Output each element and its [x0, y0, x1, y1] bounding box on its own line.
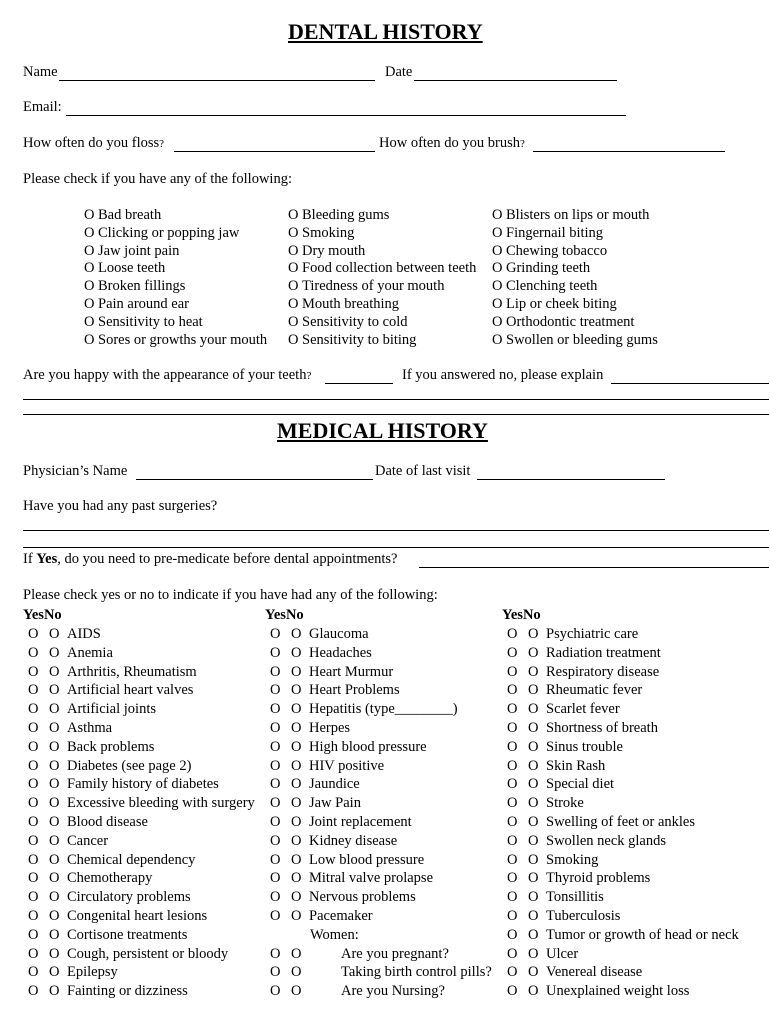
condition-label: Ulcer — [546, 945, 579, 962]
checkbox-marker[interactable]: O — [492, 260, 503, 277]
condition-label: Tumor or growth of head or neck — [546, 926, 739, 943]
no-checkbox[interactable]: O — [528, 945, 539, 962]
dental-condition-item — [84, 259, 165, 277]
checkbox-marker[interactable]: O — [288, 278, 299, 295]
no-checkbox[interactable]: O — [49, 663, 60, 680]
dental-condition-item — [288, 295, 399, 313]
no-checkbox[interactable]: O — [528, 832, 539, 849]
condition-label: Cancer — [67, 832, 109, 849]
condition-label: Blood disease — [67, 814, 148, 830]
checkbox-marker[interactable]: O — [492, 207, 503, 223]
no-checkbox[interactable]: O — [291, 870, 302, 887]
yes-checkbox[interactable]: O — [270, 682, 281, 699]
checkbox-marker[interactable]: O — [84, 296, 95, 312]
explain-label: If you answered no, please explain — [402, 367, 604, 383]
no-checkbox[interactable]: O — [291, 738, 302, 755]
no-checkbox[interactable]: O — [528, 738, 539, 755]
dental-condition-item — [84, 224, 239, 242]
yes-no-header-col1: YesNo — [23, 607, 62, 623]
dental-condition-item — [84, 313, 203, 331]
dental-condition-item — [288, 277, 444, 295]
condition-label: Clicking or popping jaw — [98, 224, 240, 241]
condition-label: Sores or growths your mouth — [98, 331, 268, 348]
no-checkbox[interactable]: O — [49, 720, 60, 736]
condition-label: Venereal disease — [546, 964, 643, 981]
yes-checkbox[interactable]: O — [507, 945, 518, 962]
yes-no-header-col2: YesNo — [265, 607, 304, 623]
checkbox-marker[interactable]: O — [492, 313, 503, 330]
no-checkbox[interactable]: O — [291, 682, 302, 699]
condition-label: Glaucoma — [309, 626, 369, 642]
no-checkbox[interactable]: O — [528, 757, 539, 774]
condition-label: Clenching teeth — [506, 278, 598, 295]
yes-checkbox[interactable]: O — [270, 720, 281, 736]
condition-label: Artificial joints — [67, 701, 156, 718]
explain-line-1[interactable] — [23, 399, 769, 400]
condition-label: Unexplained weight loss — [546, 983, 690, 1000]
condition-label: Nervous problems — [309, 889, 416, 906]
yes-checkbox[interactable]: O — [507, 889, 518, 906]
yes-checkbox[interactable]: O — [507, 757, 518, 774]
condition-label: Thyroid problems — [546, 870, 651, 887]
no-checkbox[interactable]: O — [528, 626, 539, 642]
no-checkbox[interactable]: O — [49, 983, 60, 1000]
condition-label: Cough, persistent or bloody — [67, 945, 229, 962]
no-checkbox[interactable]: O — [291, 908, 302, 924]
medical-check-prompt: Please check yes or no to indicate if you have had any of the following: — [23, 587, 438, 603]
yes-checkbox[interactable]: O — [270, 814, 281, 830]
condition-label: Broken fillings — [98, 278, 186, 295]
happy-field[interactable] — [325, 369, 393, 384]
condition-label: Kidney disease — [309, 832, 398, 849]
condition-label: Sinus trouble — [546, 738, 623, 755]
dental-condition-item — [84, 242, 179, 260]
no-checkbox[interactable]: O — [528, 663, 539, 680]
surgeries-line-1[interactable] — [23, 530, 769, 531]
no-checkbox[interactable]: O — [49, 795, 60, 812]
no-checkbox[interactable]: O — [49, 776, 60, 793]
no-checkbox[interactable]: O — [291, 964, 302, 981]
premedicate-label: If Yes, do you need to pre-medicate before dental appointments? — [23, 551, 398, 567]
last-visit-label: Date of last visit — [375, 463, 471, 479]
dental-condition-item — [492, 206, 649, 224]
no-checkbox[interactable]: O — [49, 644, 60, 661]
yes-checkbox[interactable]: O — [507, 738, 518, 755]
condition-label: Grinding teeth — [506, 260, 591, 277]
yes-checkbox[interactable]: O — [507, 795, 518, 812]
condition-label: Psychiatric care — [546, 626, 639, 642]
checkbox-marker[interactable]: O — [288, 296, 299, 312]
dental-condition-item — [84, 331, 267, 349]
condition-label: Anemia — [67, 644, 113, 661]
checkbox-marker[interactable]: O — [288, 242, 299, 259]
condition-label: Arthritis, Rheumatism — [67, 663, 197, 680]
dental-condition-item — [288, 242, 365, 260]
dental-condition-item — [492, 295, 617, 313]
yes-checkbox[interactable]: O — [28, 983, 39, 1000]
checkbox-marker[interactable]: O — [492, 242, 503, 259]
yes-checkbox[interactable]: O — [507, 870, 518, 887]
condition-label: Shortness of breath — [546, 720, 658, 736]
yes-checkbox[interactable]: O — [270, 626, 281, 642]
dental-condition-item — [84, 277, 185, 295]
no-checkbox[interactable]: O — [291, 776, 302, 793]
condition-label: Back problems — [67, 738, 155, 755]
condition-label: Smoking — [302, 224, 355, 241]
yes-checkbox[interactable]: O — [28, 814, 39, 830]
condition-label: Fainting or dizziness — [67, 983, 188, 1000]
yes-checkbox[interactable]: O — [28, 663, 39, 680]
email-field[interactable] — [66, 101, 626, 116]
yes-checkbox[interactable]: O — [507, 832, 518, 849]
condition-label: Pain around ear — [98, 296, 189, 312]
date-field[interactable] — [414, 66, 617, 81]
condition-label: Chemotherapy — [67, 870, 153, 887]
checkbox-marker[interactable]: O — [84, 278, 95, 295]
condition-label: Fingernail biting — [506, 224, 604, 241]
yes-checkbox[interactable]: O — [270, 851, 281, 868]
yes-checkbox[interactable]: O — [507, 644, 518, 661]
surgeries-line-2[interactable] — [23, 547, 769, 548]
yes-checkbox[interactable]: O — [507, 701, 518, 718]
yes-checkbox[interactable]: O — [507, 720, 518, 736]
condition-label: Jaw joint pain — [98, 242, 180, 259]
dental-condition-item — [492, 242, 607, 260]
condition-label: Bad breath — [98, 207, 162, 223]
dental-condition-item — [492, 277, 597, 295]
condition-label: Lip or cheek biting — [506, 296, 617, 312]
condition-label: Sensitivity to heat — [98, 313, 203, 330]
yes-checkbox[interactable]: O — [507, 663, 518, 680]
yes-checkbox[interactable]: O — [28, 701, 39, 718]
no-checkbox[interactable]: O — [528, 814, 539, 830]
no-checkbox[interactable]: O — [291, 832, 302, 849]
no-checkbox[interactable]: O — [291, 644, 302, 661]
condition-label: Chewing tobacco — [506, 242, 608, 259]
condition-label: Sensitivity to cold — [302, 313, 408, 330]
yes-checkbox[interactable]: O — [270, 795, 281, 812]
yes-checkbox[interactable]: O — [28, 682, 39, 699]
yes-checkbox[interactable]: O — [270, 757, 281, 774]
no-checkbox[interactable]: O — [528, 983, 539, 1000]
no-checkbox[interactable]: O — [49, 851, 60, 868]
yes-checkbox[interactable]: O — [507, 682, 518, 699]
condition-label: Cortisone treatments — [67, 926, 188, 943]
checkbox-marker[interactable]: O — [492, 331, 503, 348]
condition-label: Swollen neck glands — [546, 832, 667, 849]
yes-checkbox[interactable]: O — [28, 926, 39, 943]
physician-field[interactable] — [136, 465, 373, 480]
yes-checkbox[interactable]: O — [507, 626, 518, 642]
condition-label: Pacemaker — [309, 908, 373, 924]
premedicate-field[interactable] — [419, 553, 769, 568]
no-checkbox[interactable]: O — [528, 908, 539, 924]
yes-checkbox[interactable]: O — [270, 644, 281, 661]
yes-checkbox[interactable]: O — [28, 832, 39, 849]
no-checkbox[interactable]: O — [528, 870, 539, 887]
dental-condition-item — [288, 259, 476, 277]
condition-label: Congenital heart lesions — [67, 908, 208, 924]
yes-checkbox[interactable]: O — [507, 964, 518, 981]
checkbox-marker[interactable]: O — [288, 313, 299, 330]
checkbox-marker[interactable]: O — [84, 260, 95, 277]
floss-label: How often do you floss? — [23, 135, 165, 151]
checkbox-marker[interactable]: O — [492, 278, 503, 295]
no-checkbox[interactable]: O — [291, 720, 302, 736]
condition-label: Herpes — [309, 720, 351, 736]
no-checkbox[interactable]: O — [528, 776, 539, 793]
condition-label: High blood pressure — [309, 738, 427, 755]
condition-label: AIDS — [67, 626, 101, 642]
date-label: Date — [385, 64, 413, 80]
name-field[interactable] — [59, 66, 375, 81]
yes-checkbox[interactable]: O — [270, 964, 281, 981]
condition-label: Heart Problems — [309, 682, 400, 699]
condition-label: Tiredness of your mouth — [302, 278, 445, 295]
yes-checkbox[interactable]: O — [28, 776, 39, 793]
yes-checkbox[interactable]: O — [507, 926, 518, 943]
condition-label: Respiratory disease — [546, 663, 660, 680]
yes-checkbox[interactable]: O — [28, 964, 39, 981]
no-checkbox[interactable]: O — [49, 889, 60, 906]
dental-condition-item — [84, 206, 161, 224]
no-checkbox[interactable]: O — [49, 682, 60, 699]
yes-checkbox[interactable]: O — [28, 908, 39, 924]
no-checkbox[interactable]: O — [528, 926, 539, 943]
no-checkbox[interactable]: O — [49, 738, 60, 755]
dental-check-prompt: Please check if you have any of the following: — [23, 171, 292, 187]
checkbox-marker[interactable]: O — [288, 224, 299, 241]
condition-label: Stroke — [546, 795, 584, 812]
no-checkbox[interactable]: O — [528, 720, 539, 736]
no-checkbox[interactable]: O — [528, 795, 539, 812]
no-checkbox[interactable]: O — [291, 851, 302, 868]
condition-label: Family history of diabetes — [67, 776, 219, 793]
condition-label: Bleeding gums — [302, 207, 390, 223]
yes-checkbox[interactable]: O — [270, 832, 281, 849]
checkbox-marker[interactable]: O — [492, 224, 503, 241]
no-checkbox[interactable]: O — [291, 626, 302, 642]
condition-label: Smoking — [546, 851, 599, 868]
condition-label: Artificial heart valves — [67, 682, 194, 699]
yes-checkbox[interactable]: O — [28, 851, 39, 868]
checkbox-marker[interactable]: O — [288, 207, 299, 223]
condition-label: Special diet — [546, 776, 615, 793]
dental-condition-item — [492, 224, 603, 242]
dental-condition-item — [492, 331, 658, 349]
yes-no-header-col3: YesNo — [502, 607, 541, 623]
no-checkbox[interactable]: O — [528, 851, 539, 868]
yes-checkbox[interactable]: O — [28, 795, 39, 812]
dental-condition-item — [492, 259, 590, 277]
yes-checkbox[interactable]: O — [270, 738, 281, 755]
checkbox-marker[interactable]: O — [288, 331, 299, 348]
yes-checkbox[interactable]: O — [270, 945, 281, 962]
no-checkbox[interactable]: O — [291, 757, 302, 774]
no-checkbox[interactable]: O — [291, 983, 302, 1000]
no-checkbox[interactable]: O — [528, 889, 539, 906]
explain-line-2[interactable] — [23, 414, 769, 415]
no-checkbox[interactable]: O — [291, 795, 302, 812]
no-checkbox[interactable]: O — [528, 644, 539, 661]
no-checkbox[interactable]: O — [49, 757, 60, 774]
yes-checkbox[interactable]: O — [507, 908, 518, 924]
condition-label: Are you pregnant? — [341, 945, 449, 962]
condition-label: Orthodontic treatment — [506, 313, 635, 330]
no-checkbox[interactable]: O — [291, 663, 302, 680]
checkbox-marker[interactable]: O — [84, 224, 95, 241]
no-checkbox[interactable]: O — [291, 814, 302, 830]
condition-label: Joint replacement — [309, 814, 412, 830]
yes-checkbox[interactable]: O — [507, 814, 518, 830]
no-checkbox[interactable]: O — [291, 701, 302, 718]
yes-checkbox[interactable]: O — [507, 983, 518, 1000]
brush-label: How often do you brush? — [379, 135, 525, 151]
yes-checkbox[interactable]: O — [270, 701, 281, 718]
condition-label: Heart Murmur — [309, 663, 394, 680]
condition-label: HIV positive — [309, 757, 385, 774]
condition-label: Rheumatic fever — [546, 682, 643, 699]
happy-label: Are you happy with the appearance of your teeth? — [23, 367, 312, 383]
condition-label: Swelling of feet or ankles — [546, 814, 695, 830]
no-checkbox[interactable]: O — [291, 889, 302, 906]
no-checkbox[interactable]: O — [49, 870, 60, 887]
yes-checkbox[interactable]: O — [270, 663, 281, 680]
brush-field[interactable] — [533, 137, 725, 152]
yes-checkbox[interactable]: O — [28, 870, 39, 887]
condition-label: Dry mouth — [302, 242, 366, 259]
last-visit-field[interactable] — [477, 465, 665, 480]
email-label: Email: — [23, 99, 62, 115]
condition-label: Blisters on lips or mouth — [506, 207, 650, 223]
yes-checkbox[interactable]: O — [28, 889, 39, 906]
dental-condition-item — [288, 206, 389, 224]
no-checkbox[interactable]: O — [49, 964, 60, 981]
no-checkbox[interactable]: O — [49, 832, 60, 849]
condition-label: Swollen or bleeding gums — [506, 331, 658, 348]
no-checkbox[interactable]: O — [49, 945, 60, 962]
yes-checkbox[interactable]: O — [270, 889, 281, 906]
checkbox-marker[interactable]: O — [84, 331, 95, 348]
condition-label: Sensitivity to biting — [302, 331, 417, 348]
medical-history-title: MEDICAL HISTORY — [277, 418, 488, 443]
condition-label: Chemical dependency — [67, 851, 196, 868]
yes-checkbox[interactable]: O — [28, 720, 39, 736]
women-label: Women: — [310, 926, 359, 943]
condition-label: Epilepsy — [67, 964, 118, 981]
yes-checkbox[interactable]: O — [270, 983, 281, 1000]
condition-label: Diabetes (see page 2) — [67, 757, 192, 774]
no-checkbox[interactable]: O — [49, 626, 60, 642]
no-checkbox[interactable]: O — [49, 926, 60, 943]
yes-checkbox[interactable]: O — [28, 945, 39, 962]
yes-checkbox[interactable]: O — [507, 851, 518, 868]
dental-condition-item — [288, 313, 408, 331]
checkbox-marker[interactable]: O — [84, 242, 95, 259]
yes-checkbox[interactable]: O — [270, 776, 281, 793]
yes-checkbox[interactable]: O — [28, 757, 39, 774]
condition-label: Circulatory problems — [67, 889, 191, 906]
yes-checkbox[interactable]: O — [270, 908, 281, 924]
yes-checkbox[interactable]: O — [270, 870, 281, 887]
condition-label: Tuberculosis — [546, 908, 621, 924]
condition-label: Radiation treatment — [546, 644, 661, 661]
condition-label: Food collection between teeth — [302, 260, 477, 277]
condition-label: Low blood pressure — [309, 851, 425, 868]
dental-condition-item — [492, 313, 634, 331]
no-checkbox[interactable]: O — [291, 945, 302, 962]
dental-condition-item — [84, 295, 189, 313]
condition-label: Jaw Pain — [309, 795, 361, 812]
condition-label: Mouth breathing — [302, 296, 400, 312]
checkbox-marker[interactable]: O — [84, 207, 95, 223]
no-checkbox[interactable]: O — [49, 908, 60, 924]
no-checkbox[interactable]: O — [528, 964, 539, 981]
condition-label: Tonsillitis — [546, 889, 604, 906]
condition-label: Asthma — [67, 720, 113, 736]
condition-label: Hepatitis (type________) — [309, 701, 458, 718]
checkbox-marker[interactable]: O — [84, 313, 95, 330]
dental-condition-item — [288, 224, 354, 242]
no-checkbox[interactable]: O — [528, 682, 539, 699]
condition-label: Skin Rash — [546, 757, 606, 774]
yes-checkbox[interactable]: O — [28, 626, 39, 642]
no-checkbox[interactable]: O — [49, 814, 60, 830]
condition-label: Mitral valve prolapse — [309, 870, 434, 887]
physician-label: Physician’s Name — [23, 463, 128, 479]
no-checkbox[interactable]: O — [49, 701, 60, 718]
checkbox-marker[interactable]: O — [492, 296, 503, 312]
no-checkbox[interactable]: O — [528, 701, 539, 718]
explain-field[interactable] — [611, 369, 769, 384]
surgeries-label: Have you had any past surgeries? — [23, 498, 218, 514]
checkbox-marker[interactable]: O — [288, 260, 299, 277]
dental-history-title: DENTAL HISTORY — [288, 19, 483, 44]
condition-label: Are you Nursing? — [341, 983, 445, 1000]
condition-label: Jaundice — [309, 776, 360, 793]
yes-checkbox[interactable]: O — [28, 738, 39, 755]
dental-condition-item — [288, 331, 416, 349]
condition-label: Taking birth control pills? — [341, 964, 492, 981]
yes-checkbox[interactable]: O — [28, 644, 39, 661]
floss-field[interactable] — [174, 137, 375, 152]
condition-label: Scarlet fever — [546, 701, 620, 718]
condition-label: Loose teeth — [98, 260, 166, 277]
yes-checkbox[interactable]: O — [507, 776, 518, 793]
name-label: Name — [23, 64, 58, 80]
condition-label: Excessive bleeding with surgery — [67, 795, 255, 812]
condition-label: Headaches — [309, 644, 372, 661]
